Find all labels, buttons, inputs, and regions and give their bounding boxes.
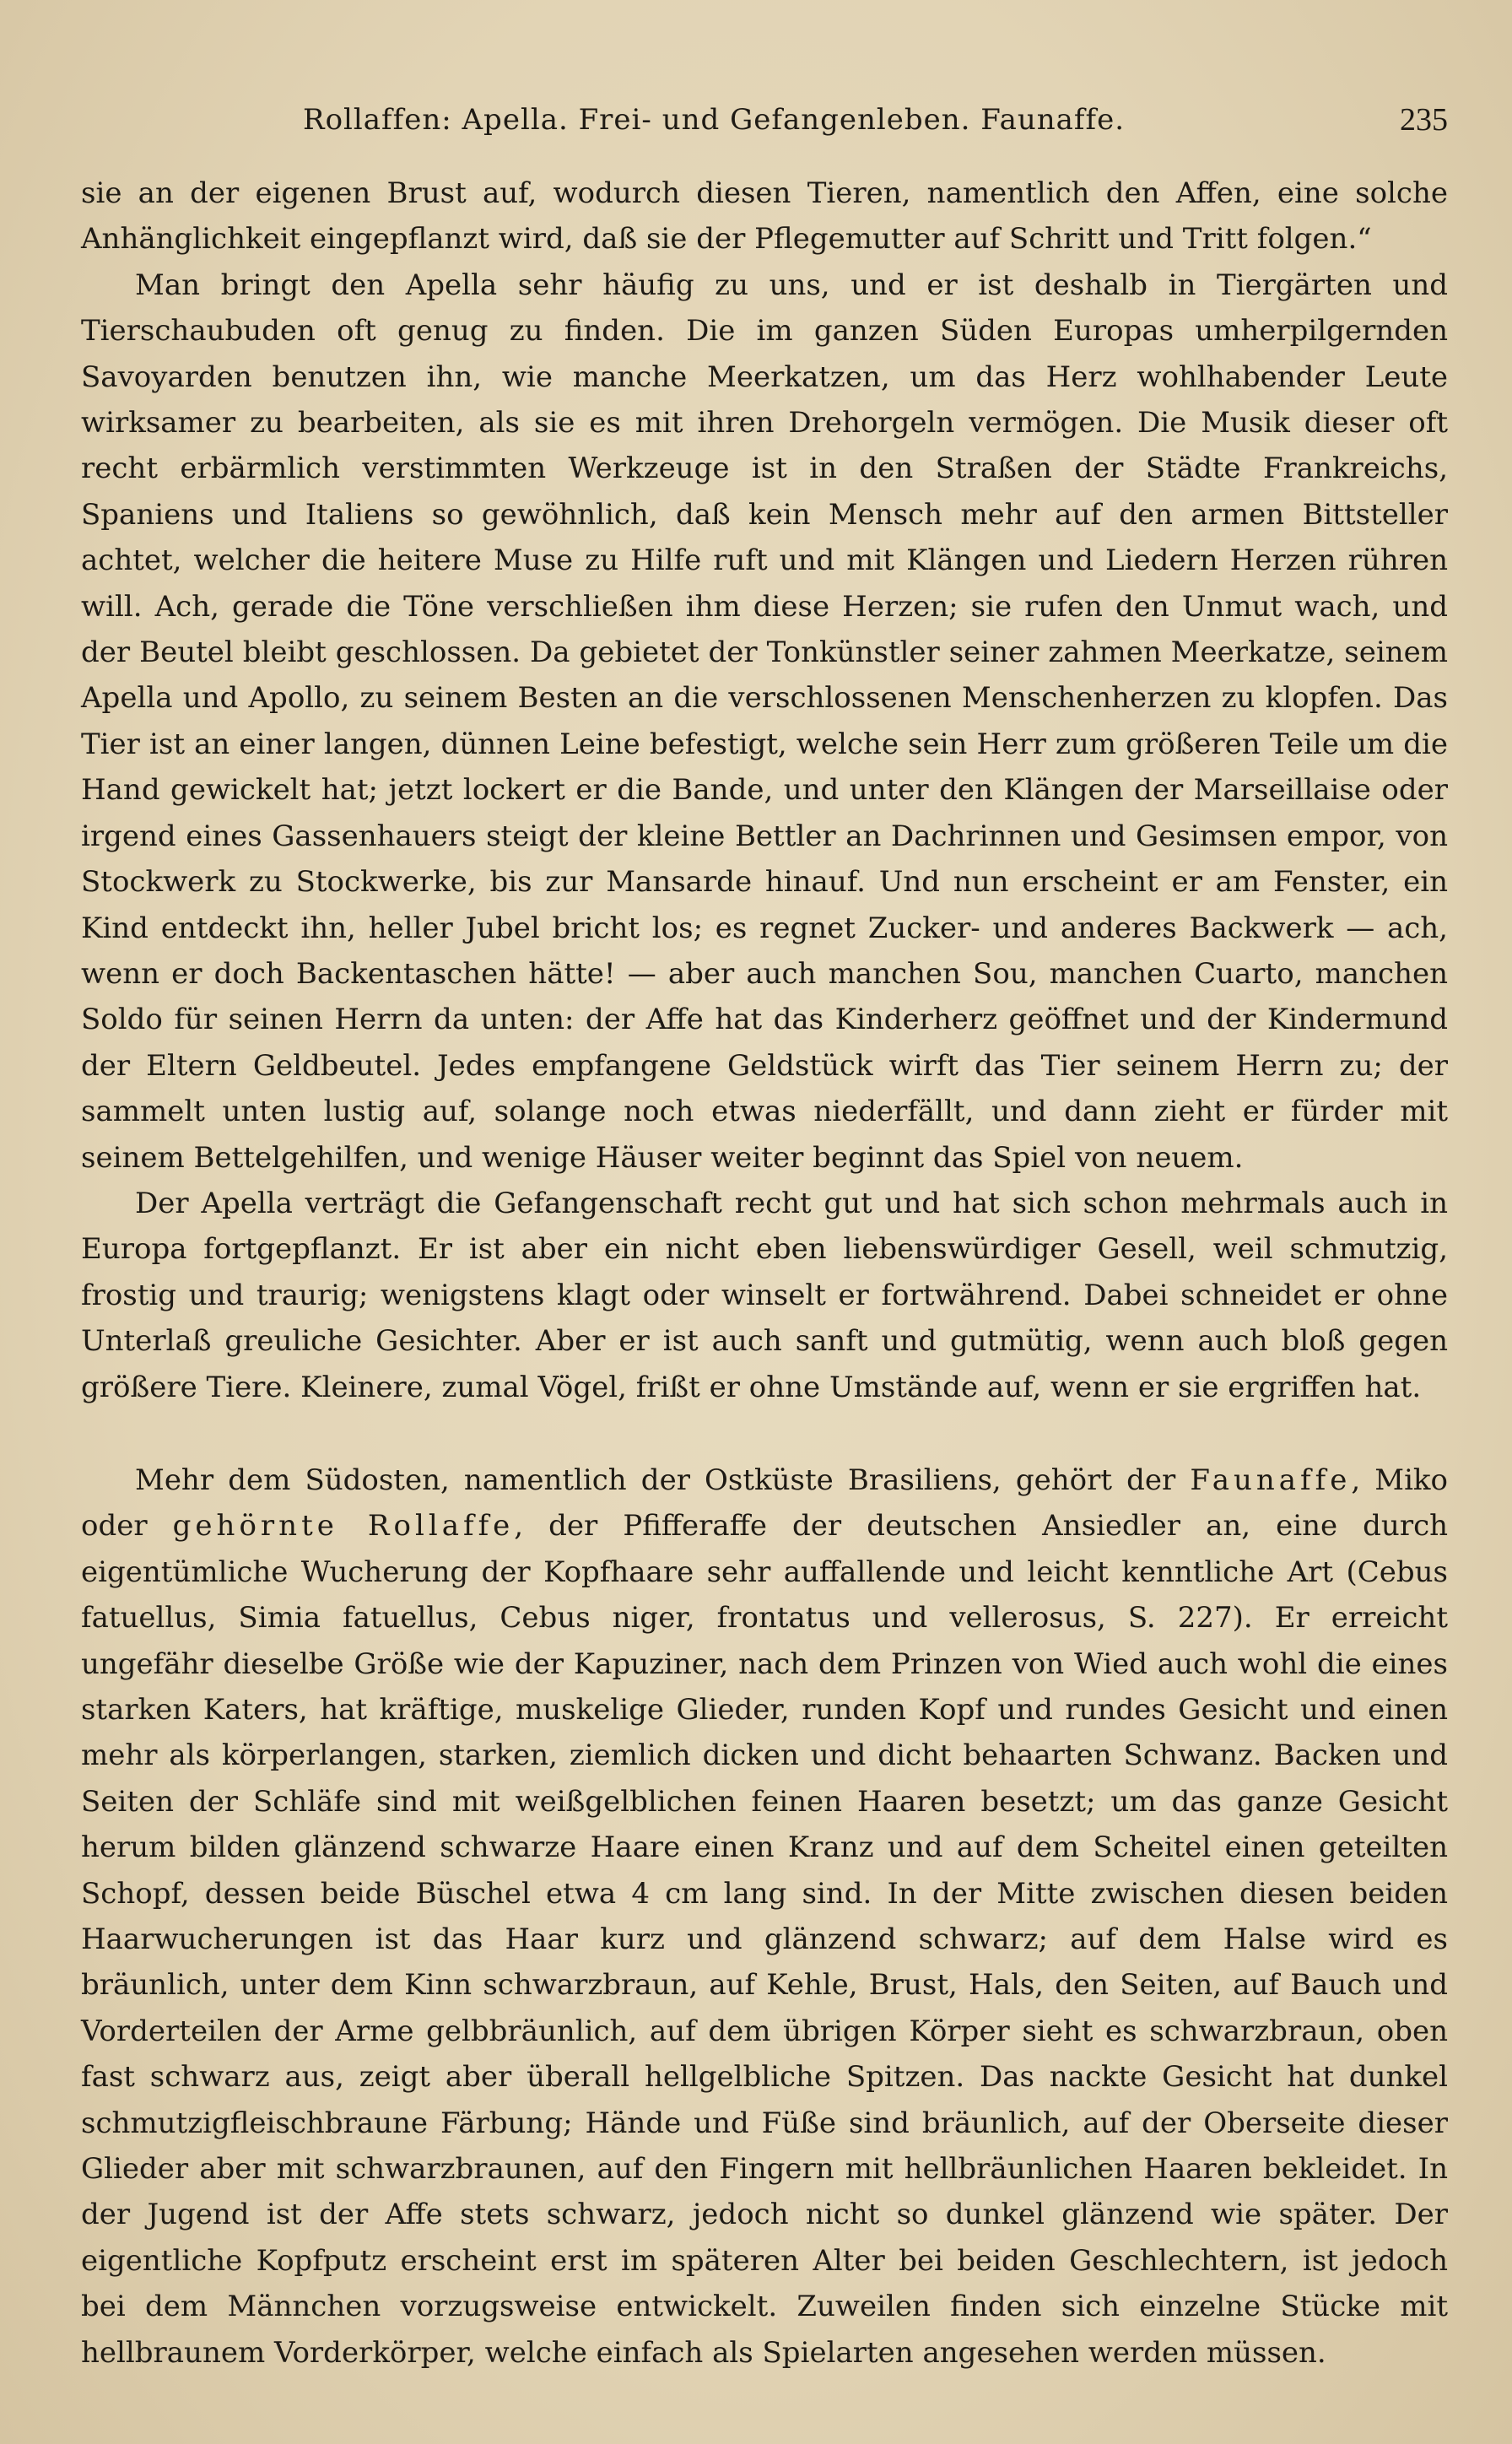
faunaffe-connector-text: , Miko oder [81, 1463, 1449, 1544]
page-number: 235 [1400, 102, 1448, 138]
paragraph-faunaffe [81, 1457, 1448, 2376]
species-name-rollaffe: gehörnte Rollaffe [172, 1509, 515, 1544]
species-name-faunaffe: Faunaffe [1190, 1463, 1352, 1497]
body-text [81, 170, 1448, 2376]
paragraph-continuation: sie an der eigenen Brust auf, wodurch diesen Tieren, namentlich den Affen, eine solche Anhänglichkeit eingepflanzt wird, daß sie der Pflegemutter auf Schritt und Tritt folgen.“ [81, 176, 1448, 257]
running-head: Rollaffen: Apella. Frei- und Gefangenleben. Faunaffe. [302, 103, 1126, 137]
paragraph-apella-savoyards: Man bringt den Apella sehr häufig zu uns, und er ist deshalb in Tiergärten und Tierschaubuden oft genug zu finden. Die im ganzen Süden Europas umherpilgernden Savoyarden benutzen ihn, wie manche Meerkatzen, um das Herz wohlhabender Leute wirksamer zu bearbeiten, als sie es mit ihren Drehorgeln vermögen. Die Musik dieser oft recht erbärmlich verstimmten Werkzeuge ist in den Straßen der Städte Frankreichs, Spaniens und Italiens so gewöhnlich, daß kein Mensch mehr auf den armen Bittsteller achtet, welcher die heitere Muse zu Hilfe ruft und mit Klängen und Liedern Herzen rühren will. Ach, gerade die Töne verschließen ihm diese Herzen; sie rufen den Unmut wach, und der Beutel bleibt geschlossen. Da gebietet der Tonkünstler seiner zahmen Meerkatze, seinem Apella und Apollo, zu seinem Besten an die verschlossenen Menschenherzen zu klopfen. Das Tier ist an einer langen, dünnen Leine befestigt, welche sein Herr zum größeren Teile um die Hand gewickelt hat; jetzt lockert er die Bande, und unter den Klängen der Marseillaise oder irgend eines Gassenhauers steigt der kleine Bettler an Dachrinnen und Gesimsen empor, von Stockwerk zu Stockwerke, bis zur Mansarde hinauf. Und nun erscheint er am Fenster, ein Kind entdeckt ihn, heller Jubel bricht los; es regnet Zucker- und anderes Backwerk — ach, wenn er doch Backentaschen hätte! — aber auch manchen Sou, manchen Cuarto, manchen Soldo für seinen Herrn da unten: der Affe hat das Kinderherz geöffnet und der Kindermund der Eltern Geldbeutel. Jedes empfangene Geldstück wirft das Tier seinem Herrn zu; der sammelt unten lustig auf, solange noch etwas niederfällt, und dann zieht er fürder mit seinem Bettelgehilfen, und wenige Häuser weiter beginnt das Spiel von neuem. [81, 268, 1448, 1175]
page-header [81, 95, 1448, 145]
faunaffe-intro-text: Mehr dem Südosten, namentlich der Ostküste Brasiliens, gehört der [135, 1463, 1191, 1497]
faunaffe-description-text: , der Pfifferaffe der deutschen Ansiedler an, eine durch eigentümliche Wucherung der Kopfhaare sehr auffallende und leicht kenntliche Art (Cebus fatuellus, Simia fatuellus, Cebus niger, frontatus und vellerosus, S. 227). Er erreicht ungefähr dieselbe Größe wie der Kapuziner, nach dem Prinzen von Wied auch wohl die eines starken Katers, hat kräftige, muskelige Glieder, runden Kopf und rundes Gesicht und einen mehr als körperlangen, starken, ziemlich dicken und dicht behaarten Schwanz. Backen und Seiten der Schläfe sind mit weißgelblichen feinen Haaren besetzt; um das ganze Gesicht herum bilden glänzend schwarze Haare einen Kranz und auf dem Scheitel einen geteilten Schopf, dessen beide Büschel etwa 4 cm lang sind. In der Mitte zwischen diesen beiden Haarwucherungen ist das Haar kurz und glänzend schwarz; auf dem Halse wird es bräunlich, unter dem Kinn schwarzbraun, auf Kehle, Brust, Hals, den Seiten, auf Bauch und Vorderteilen der Arme gelbbräunlich, auf dem übrigen Körper sieht es schwarzbraun, oben fast schwarz aus, zeigt aber überall hellgelbliche Spitzen. Das nackte Gesicht hat dunkel schmutzigfleischbraune Färbung; Hände und Füße sind bräunlich, auf der Oberseite dieser Glieder aber mit schwarzbraunen, auf den Fingern mit hellbräunlichen Haaren bekleidet. In der Jugend ist der Affe stets schwarz, jedoch nicht so dunkel glänzend wie später. Der eigentliche Kopfputz erscheint erst im späteren Alter bei beiden Geschlechtern, ist jedoch bei dem Männchen vorzugsweise entwickelt. Zuweilen finden sich einzelne Stücke mit hellbraunem Vorderkörper, welche einfach als Spielarten angesehen werden müssen. [81, 1509, 1449, 2370]
paragraph-apella-captivity: Der Apella verträgt die Gefangenschaft recht gut und hat sich schon mehrmals auch in Europa fortgepflanzt. Er ist aber ein nicht eben liebenswürdiger Gesell, weil schmutzig, frostig und traurig; wenigstens klagt oder winselt er fortwährend. Dabei schneidet er ohne Unterlaß greuliche Gesichter. Aber er ist auch sanft und gutmütig, wenn auch bloß gegen größere Tiere. Kleinere, zumal Vögel, frißt er ohne Umstände auf, wenn er sie ergriffen hat. [81, 1186, 1448, 1404]
